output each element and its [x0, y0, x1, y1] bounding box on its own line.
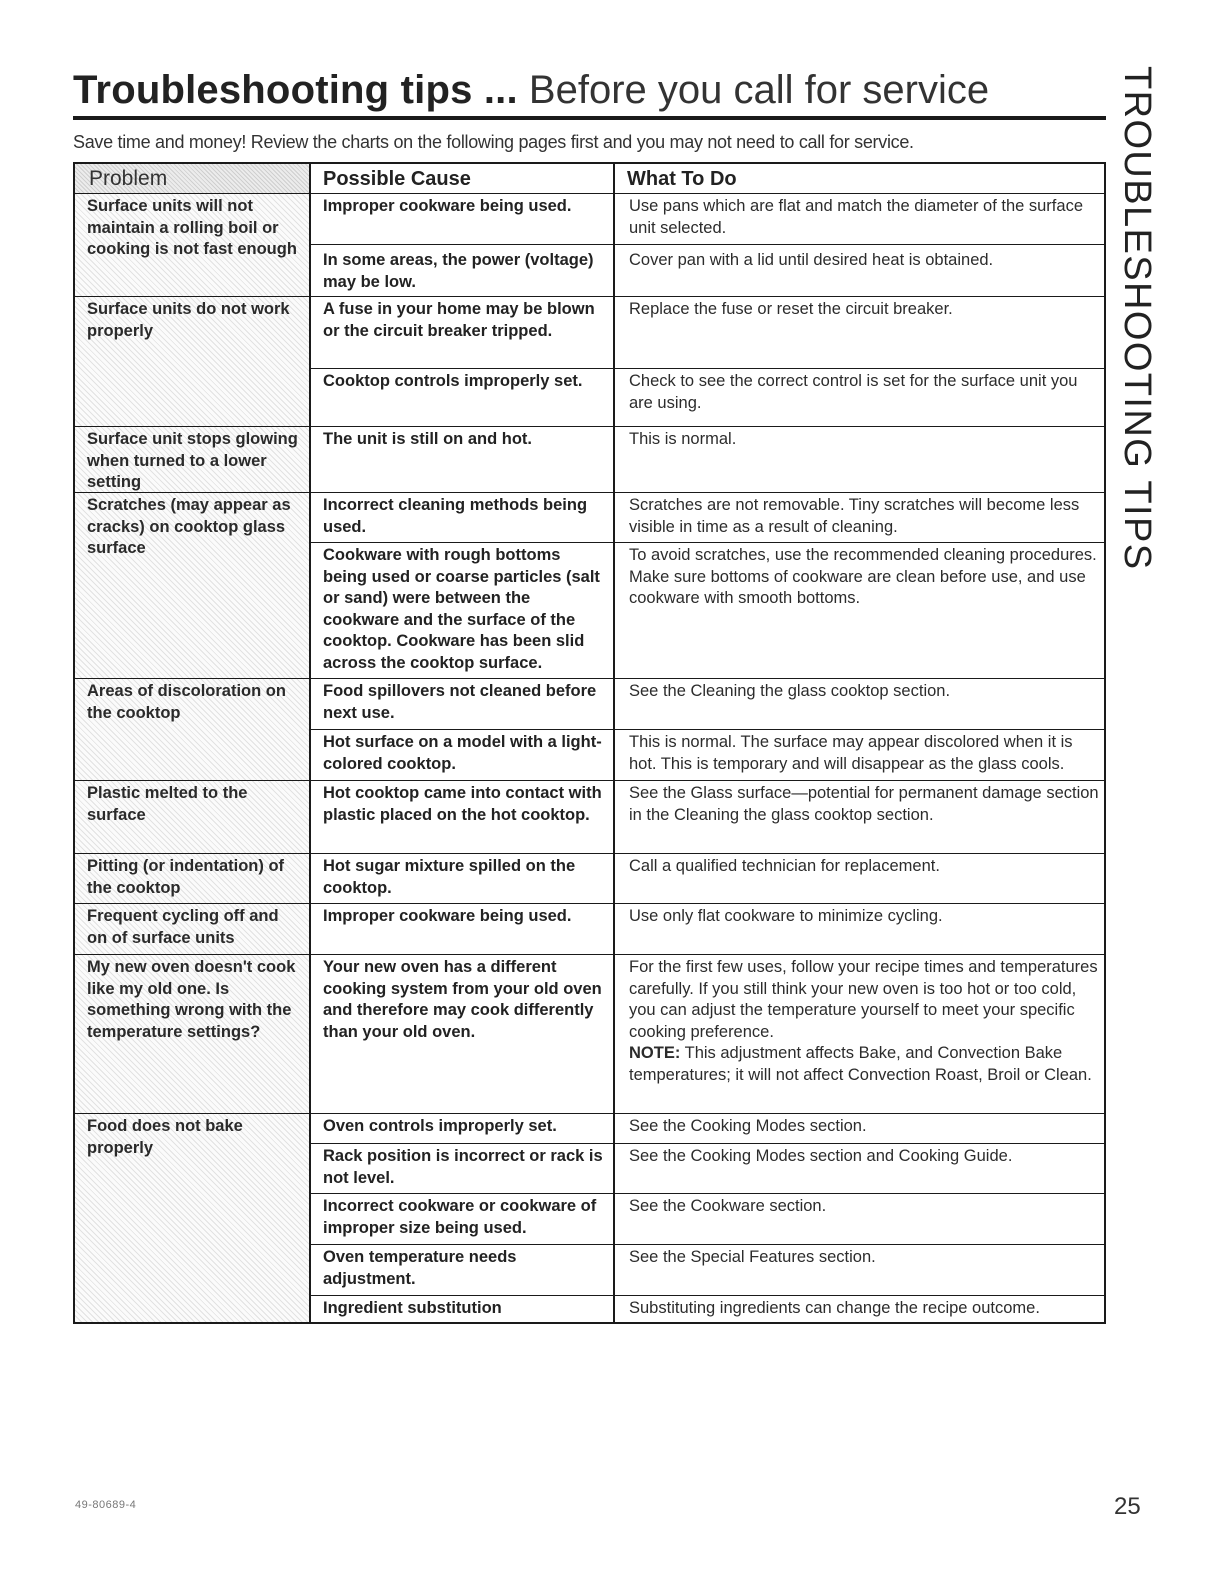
- troubleshooting-table: [73, 162, 1106, 1324]
- problem-label: Food does not bake properly: [87, 1117, 243, 1157]
- cause-cell: Improper cookware being used.: [311, 903, 615, 954]
- problem-cell: [75, 426, 311, 492]
- cause-cell: Incorrect cookware or cookware of improper size being used.: [311, 1193, 615, 1244]
- fix-cell: See the Cooking Modes section and Cooking Guide.: [615, 1143, 1104, 1193]
- problem-cell: [75, 1113, 311, 1322]
- cause-cell: Cooktop controls improperly set.: [311, 368, 615, 426]
- problem-label: Scratches (may appear as cracks) on cooktop glass surface: [87, 496, 291, 558]
- fix-cell: Substituting ingredients can change the recipe outcome.: [615, 1295, 1104, 1322]
- page-number: 25: [1114, 1493, 1141, 1520]
- header-cause-label: Possible Cause: [323, 168, 471, 190]
- title-bold: Troubleshooting tips ...: [73, 68, 518, 112]
- fix-cell: To avoid scratches, use the recommended cleaning procedures. Make sure bottoms of cookware are clean before use, and use cookware with smooth bottoms.: [615, 542, 1104, 678]
- problem-cell: [75, 954, 311, 1113]
- cause-cell: Incorrect cleaning methods being used.: [311, 492, 615, 542]
- note-label: NOTE:: [629, 1044, 681, 1063]
- header-cause: [311, 164, 615, 194]
- cause-cell: Oven temperature needs adjustment.: [311, 1244, 615, 1295]
- fix-cell: This is normal.: [615, 426, 1104, 492]
- cause-cell: Improper cookware being used.: [311, 194, 615, 244]
- intro-text: Save time and money! Review the charts on the following pages first and you may not need to call for service.: [73, 132, 914, 152]
- problem-cell: [75, 492, 311, 678]
- fix-cell: Scratches are not removable. Tiny scratches will become less visible in time as a result of cleaning.: [615, 492, 1104, 542]
- problem-label: Pitting (or indentation) of the cooktop: [87, 857, 285, 897]
- fix-cell: Replace the fuse or reset the circuit breaker.: [615, 296, 1104, 368]
- cause-cell: Hot surface on a model with a light-colored cooktop.: [311, 729, 615, 780]
- problem-label: Surface units do not work properly: [87, 300, 290, 340]
- title-light: Before you call for service: [528, 68, 990, 112]
- header-what-to-do: [615, 164, 1104, 194]
- fix-cell: See the Glass surface—potential for permanent damage section in the Cleaning the glass cooktop section.: [615, 780, 1104, 853]
- page-title: [73, 66, 989, 114]
- fix-cell: Cover pan with a lid until desired heat is obtained.: [615, 244, 1104, 296]
- cause-cell: Hot sugar mixture spilled on the cooktop.: [311, 853, 615, 903]
- cause-cell: Food spillovers not cleaned before next use.: [311, 678, 615, 729]
- problem-label: Surface units will not maintain a rolling boil or cooking is not fast enough: [87, 197, 297, 259]
- note-text: This adjustment affects Bake, and Convection Bake temperatures; it will not affect Convection Roast, Broil or Clean.: [629, 1044, 1092, 1084]
- cause-cell: Oven controls improperly set.: [311, 1113, 615, 1143]
- problem-label: My new oven doesn't cook like my old one. Is something wrong with the temperature settings?: [87, 958, 296, 1041]
- fix-cell-oven-calibration: [615, 954, 1104, 1113]
- fix-cell: Call a qualified technician for replacement.: [615, 853, 1104, 903]
- problem-cell: [75, 903, 311, 954]
- fix-cell: See the Special Features section.: [615, 1244, 1104, 1295]
- fix-cell: Use pans which are flat and match the diameter of the surface unit selected.: [629, 197, 1083, 237]
- cause-cell: Cookware with rough bottoms being used or coarse particles (salt or sand) were between the cookware and the surface of the cooktop. Cookware has been slid across the cooktop surface.: [311, 542, 615, 678]
- problem-cell: [75, 678, 311, 780]
- document-code: 49-80689-4: [75, 1499, 137, 1511]
- problem-label: Areas of discoloration on the cooktop: [87, 682, 286, 722]
- header-problem: [75, 164, 311, 194]
- cause-cell: In some areas, the power (voltage) may be low.: [311, 244, 615, 296]
- cause-cell: Ingredient substitution: [311, 1295, 615, 1322]
- problem-cell: [75, 296, 311, 426]
- problem-label: Surface unit stops glowing when turned to a lower setting: [87, 430, 298, 492]
- fix-cell: This is normal. The surface may appear discolored when it is hot. This is temporary and will disappear as the glass cools.: [615, 729, 1104, 780]
- cause-cell: The unit is still on and hot.: [311, 426, 615, 492]
- fix-cell: Check to see the correct control is set for the surface unit you are using.: [615, 368, 1104, 426]
- cause-cell: Rack position is incorrect or rack is not level.: [311, 1143, 615, 1193]
- problem-label: Frequent cycling off and on of surface units: [87, 907, 279, 947]
- cause-cell: Your new oven has a different cooking system from your old oven and therefore may cook differently than your old oven.: [311, 954, 615, 1113]
- fix-cell: Use only flat cookware to minimize cycling.: [615, 903, 1104, 954]
- header-problem-label: Problem: [89, 167, 168, 190]
- fix-cell: See the Cleaning the glass cooktop section.: [615, 678, 1104, 729]
- fix-text: For the first few uses, follow your recipe times and temperatures carefully. If you still think your new oven is too hot or too cold, you can adjust the temperature yourself to meet your specific cooking preference.: [629, 958, 1098, 1041]
- header-what-to-do-label: What To Do: [627, 168, 737, 190]
- problem-cell: [75, 780, 311, 853]
- side-tab-label: TROUBLESHOOTING TIPS: [1116, 66, 1158, 571]
- problem-label: Plastic melted to the surface: [87, 784, 248, 824]
- fix-cell: See the Cookware section.: [615, 1193, 1104, 1244]
- fix-cell: See the Cooking Modes section.: [615, 1113, 1104, 1143]
- problem-cell: [75, 853, 311, 903]
- title-rule: [73, 116, 1106, 120]
- cause-cell: A fuse in your home may be blown or the circuit breaker tripped.: [311, 296, 615, 368]
- problem-cell: [75, 194, 311, 296]
- cause-cell: Hot cooktop came into contact with plastic placed on the hot cooktop.: [311, 780, 615, 853]
- side-tab: [1108, 66, 1164, 571]
